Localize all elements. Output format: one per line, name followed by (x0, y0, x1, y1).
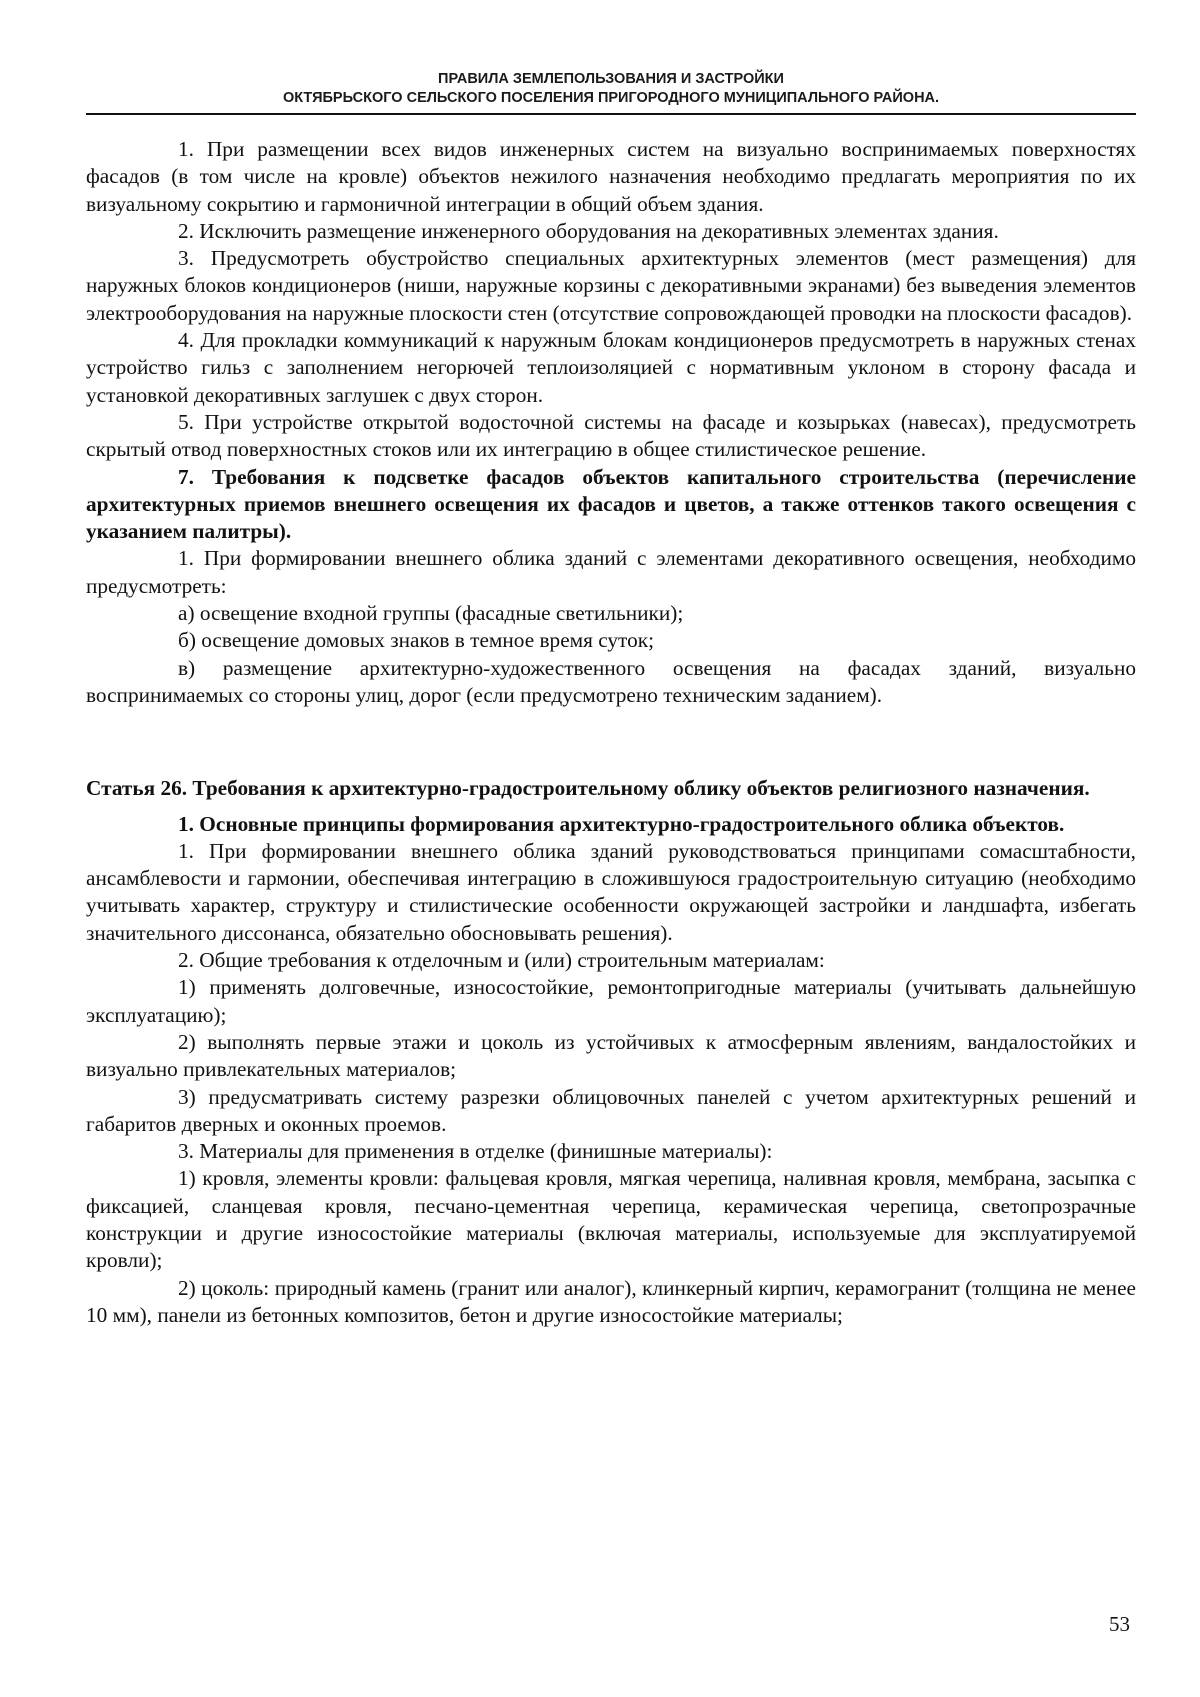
header-line-1: ПРАВИЛА ЗЕМЛЕПОЛЬЗОВАНИЯ И ЗАСТРОЙКИ (438, 71, 784, 87)
paragraph: 4. Для прокладки коммуникаций к наружным блокам кондиционеров предусмотреть в наружных стенах устройство гильз с заполнением негорючей теплоизоляцией с нормативным уклоном в сторону фасада и установкой декоративных заглушек с двух сторон. (86, 328, 1136, 407)
paragraph: 3. Предусмотреть обустройство специальных архитектурных элементов (мест размещения) для наружных блоков кондиционеров (ниши, наружные корзины с декоративными экранами) без выведения элементов электрооборудования на наружные плоскости стен (отсутствие сопровождающей проводки на плоскости фасадов). (86, 246, 1136, 325)
list-item: 1) кровля, элементы кровли: фальцевая кровля, мягкая черепица, наливная кровля, мембрана, засыпка с фиксацией, сланцевая кровля, песчано-цементная черепица, керамическая черепица, светопрозрачные конструкции и другие износостойкие материалы (включая материалы, используемые для эксплуатируемой кровли); (86, 1166, 1136, 1273)
list-item: а) освещение входной группы (фасадные светильники); (178, 601, 684, 626)
paragraph: 5. При устройстве открытой водосточной системы на фасаде и козырьках (навесах), предусмотреть скрытый отвод поверхностных стоков или их интеграцию в общее стилистическое решение. (86, 409, 1136, 462)
paragraph: 1. При размещении всех видов инженерных систем на визуально воспринимаемых поверхностях фасадов (в том числе на кровле) объектов нежилого назначения необходимо предлагать мероприятия по их визуальному сокрытию и гармоничной интеграции в общий объем здания. (86, 137, 1136, 216)
list-item: в) размещение архитектурно-художественного освещения на фасадах зданий, визуально воспринимаемых со стороны улиц, дорог (если предусмотрено техническим заданием). (86, 655, 1136, 707)
document-body (86, 136, 1136, 1329)
paragraph: 2. Исключить размещение инженерного оборудования на декоративных элементах здания. (178, 218, 999, 243)
article-heading: Статья 26. Требования к архитектурно-градостроительному облику объектов религиозного назначения. (86, 776, 1090, 801)
list-item: 2) цоколь: природный камень (гранит или аналог), клинкерный кирпич, керамогранит (толщина не менее 10 мм), панели из бетонных композитов, бетон и другие износостойкие материалы; (86, 1275, 1136, 1327)
header-line-2: ОКТЯБРЬСКОГО СЕЛЬСКОГО ПОСЕЛЕНИЯ ПРИГОРОДНОГО МУНИЦИПАЛЬНОГО РАЙОНА. (282, 90, 940, 106)
section-heading: 7. Требования к подсветке фасадов объектов капитального строительства (перечисление архитектурных приемов внешнего освещения их фасадов и цветов, а также оттенков такого освещения с указанием палитры). (86, 464, 1136, 544)
paragraph: 1. При формировании внешнего облика зданий с элементами декоративного освещения, необходимо предусмотреть: (86, 546, 1136, 598)
paragraph: 1. При формировании внешнего облика зданий руководствоваться принципами сомасштабности, ансамблевости и гармонии, обеспечивая интеграцию в сложившуюся градостроительную ситуацию (необходимо учитывать характер, структуру и стилистические особенности окружающей застройки и ландшафта, избегать значительного диссонанса, обязательно обосновывать решения). (86, 838, 1136, 945)
list-item: б) освещение домовых знаков в темное время суток; (178, 628, 654, 653)
list-item: 2) выполнять первые этажи и цоколь из устойчивых к атмосферным явлениям, вандалостойких и визуально привлекательных материалов; (86, 1029, 1136, 1082)
list-item: 3) предусматривать систему разрезки облицовочных панелей с учетом архитектурных решений и габаритов дверных и оконных проемов. (86, 1084, 1136, 1136)
paragraph: 3. Материалы для применения в отделке (финишные материалы): (178, 1139, 773, 1164)
list-item: 1) применять долговечные, износостойкие, ремонтопригодные материалы (учитывать дальнейшую эксплуатацию); (86, 975, 1136, 1027)
section-heading: 1. Основные принципы формирования архитектурно-градостроительного облика объектов. (178, 811, 1065, 836)
header-rule (86, 113, 1136, 115)
page-number: 53 (1109, 1612, 1130, 1636)
page-header (86, 70, 1136, 108)
paragraph: 2. Общие требования к отделочным и (или) строительным материалам: (178, 948, 825, 973)
